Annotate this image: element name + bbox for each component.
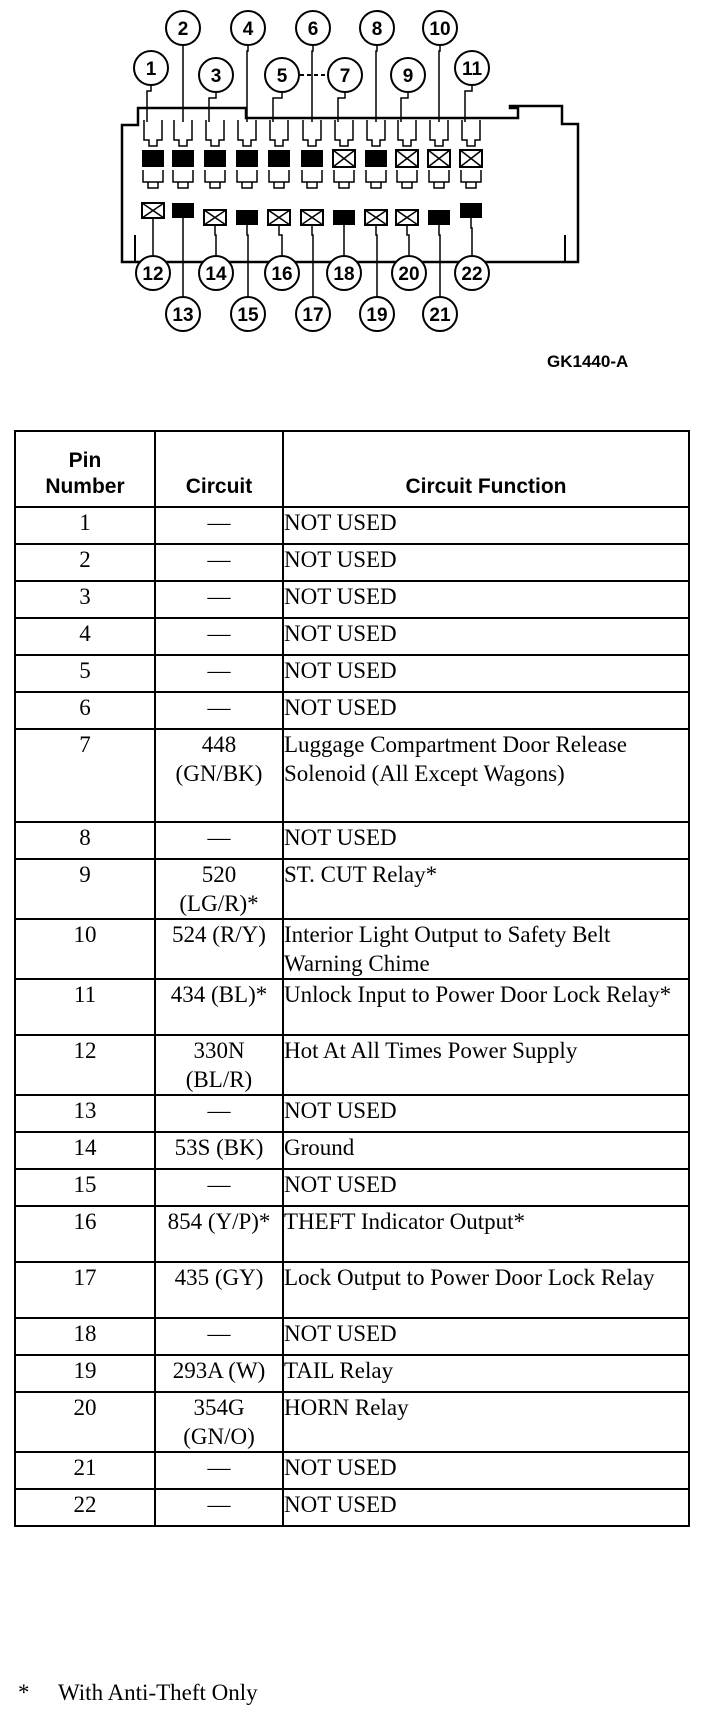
pin-cell: 3 (15, 581, 155, 618)
pin-cell: 11 (15, 979, 155, 1035)
function-cell: NOT USED (283, 692, 689, 729)
terminal-pin-21 (428, 210, 450, 225)
function-cell: Lock Output to Power Door Lock Relay (283, 1262, 689, 1318)
function-cell: Unlock Input to Power Door Lock Relay* (283, 979, 689, 1035)
footnote (18, 1680, 258, 1706)
function-cell: THEFT Indicator Output* (283, 1206, 689, 1262)
terminal-pin-5 (268, 150, 290, 167)
table-row (15, 822, 689, 859)
circuit-cell: 520 (LG/R)* (155, 859, 283, 919)
function-cell: Interior Light Output to Safety Belt Warning Chime (283, 919, 689, 979)
terminal-latch-top (206, 120, 224, 146)
circuit-cell: — (155, 507, 283, 544)
leader-line (376, 45, 377, 122)
table-row (15, 1169, 689, 1206)
pin-callout-1: 1 (145, 59, 157, 80)
header-pin-line1: Pin (68, 448, 102, 472)
pin-cell: 2 (15, 544, 155, 581)
pin-cell: 15 (15, 1169, 155, 1206)
terminal-pin-2 (172, 150, 194, 167)
pin-callout-13: 13 (172, 305, 194, 326)
terminal-latch (143, 170, 163, 188)
pin-cell: 8 (15, 822, 155, 859)
footnote-symbol: * (18, 1680, 30, 1705)
circuit-cell: — (155, 655, 283, 692)
leader-line (312, 45, 313, 122)
circuit-cell: 293A (W) (155, 1355, 283, 1392)
table-row (15, 1132, 689, 1169)
terminal-latch (397, 170, 417, 188)
function-cell: TAIL Relay (283, 1355, 689, 1392)
header-pin-line2: Number (45, 474, 125, 498)
pin-cell: 16 (15, 1206, 155, 1262)
terminal-pin-1 (142, 150, 164, 167)
leader-line (279, 225, 282, 256)
function-cell: NOT USED (283, 1318, 689, 1355)
pin-callout-4: 4 (242, 19, 254, 40)
pin-cell: 12 (15, 1035, 155, 1095)
circuit-cell: 854 (Y/P)* (155, 1206, 283, 1262)
circuit-cell: 354G (GN/O) (155, 1392, 283, 1452)
table-row (15, 1206, 689, 1262)
circuit-cell: 524 (R/Y) (155, 919, 283, 979)
circuit-cell: 434 (BL)* (155, 979, 283, 1035)
leader-line (215, 225, 216, 256)
circuit-cell: — (155, 1318, 283, 1355)
pin-table (14, 430, 690, 1527)
circuit-cell: 448 (GN/BK) (155, 729, 283, 822)
figure-code: GK1440-A (547, 352, 629, 371)
terminal-pin-22 (460, 203, 482, 218)
terminal-pin-15 (236, 210, 258, 225)
terminal-pin-18 (333, 210, 355, 225)
function-cell: NOT USED (283, 1095, 689, 1132)
function-cell: ST. CUT Relay* (283, 859, 689, 919)
table-row (15, 544, 689, 581)
pin-cell: 18 (15, 1318, 155, 1355)
terminal-pin-6 (301, 150, 323, 167)
pin-cell: 19 (15, 1355, 155, 1392)
circuit-cell: — (155, 544, 283, 581)
pin-callout-10: 10 (429, 19, 451, 40)
pin-callout-12: 12 (142, 264, 164, 285)
table-row (15, 729, 689, 822)
pin-callout-18: 18 (333, 264, 355, 285)
circuit-cell: 435 (GY) (155, 1262, 283, 1318)
table-row (15, 1355, 689, 1392)
pin-cell: 6 (15, 692, 155, 729)
table-row (15, 1392, 689, 1452)
table-row (15, 1262, 689, 1318)
function-cell: NOT USED (283, 655, 689, 692)
pin-cell: 20 (15, 1392, 155, 1452)
pin-callout-17: 17 (302, 305, 324, 326)
function-cell: NOT USED (283, 1169, 689, 1206)
terminal-latch-top (335, 120, 353, 146)
pin-cell: 14 (15, 1132, 155, 1169)
pin-callout-20: 20 (398, 264, 420, 285)
pin-cell: 21 (15, 1452, 155, 1489)
pin-cell: 10 (15, 919, 155, 979)
pin-callout-15: 15 (237, 305, 259, 326)
terminal-latch-top (144, 120, 162, 146)
table-row (15, 655, 689, 692)
terminal-latch-top (462, 120, 480, 146)
terminal-latch-top (367, 120, 385, 146)
terminal-latch (173, 170, 193, 188)
pin-callout-7: 7 (339, 66, 351, 87)
pin-callout-9: 9 (402, 66, 414, 87)
terminal-latch (205, 170, 225, 188)
leader-line (471, 218, 472, 256)
pin-cell: 1 (15, 507, 155, 544)
terminal-latch-top (270, 120, 288, 146)
pin-callout-21: 21 (429, 305, 451, 326)
circuit-cell: — (155, 1489, 283, 1526)
circuit-cell: — (155, 1169, 283, 1206)
circuit-cell: 53S (BK) (155, 1132, 283, 1169)
circuit-cell: — (155, 1095, 283, 1132)
function-cell: NOT USED (283, 1489, 689, 1526)
terminal-latch-top (238, 120, 256, 146)
leader-line (407, 225, 409, 256)
pin-cell: 17 (15, 1262, 155, 1318)
connector-housing (122, 106, 578, 262)
circuit-cell: — (155, 581, 283, 618)
function-cell: NOT USED (283, 544, 689, 581)
circuit-cell: 330N (BL/R) (155, 1035, 283, 1095)
header-circuit-function: Circuit Function (283, 431, 689, 507)
leader-line (247, 45, 248, 122)
table-row (15, 979, 689, 1035)
table-row (15, 859, 689, 919)
pin-callout-3: 3 (210, 66, 222, 87)
table-row (15, 1452, 689, 1489)
function-cell: NOT USED (283, 822, 689, 859)
table-row (15, 507, 689, 544)
terminal-latch (461, 170, 481, 188)
table-row (15, 581, 689, 618)
function-cell: NOT USED (283, 1452, 689, 1489)
pin-callout-19: 19 (366, 305, 388, 326)
function-cell: NOT USED (283, 507, 689, 544)
pin-cell: 4 (15, 618, 155, 655)
pin-callout-6: 6 (307, 19, 319, 40)
pin-cell: 7 (15, 729, 155, 822)
leader-line (147, 85, 151, 122)
pin-cell: 13 (15, 1095, 155, 1132)
table-row (15, 692, 689, 729)
function-cell: NOT USED (283, 581, 689, 618)
function-cell: Hot At All Times Power Supply (283, 1035, 689, 1095)
function-cell: HORN Relay (283, 1392, 689, 1452)
pin-callout-14: 14 (205, 264, 227, 285)
pin-callout-22: 22 (461, 264, 483, 285)
table-row (15, 1489, 689, 1526)
terminal-latch (366, 170, 386, 188)
header-pin-number (15, 431, 155, 507)
terminal-latch (269, 170, 289, 188)
pin-cell: 22 (15, 1489, 155, 1526)
table-row (15, 1318, 689, 1355)
table-row (15, 919, 689, 979)
connector-face-drawing (0, 0, 704, 390)
circuit-cell: — (155, 1452, 283, 1489)
pin-callout-11: 11 (461, 59, 483, 80)
function-cell: Luggage Compartment Door Release Solenoid (All Except Wagons) (283, 729, 689, 822)
terminal-latch (334, 170, 354, 188)
table-row (15, 618, 689, 655)
circuit-cell: — (155, 822, 283, 859)
pin-callout-5: 5 (276, 66, 288, 87)
table-row (15, 1035, 689, 1095)
pin-cell: 5 (15, 655, 155, 692)
circuit-cell: — (155, 618, 283, 655)
terminal-pin-13 (172, 203, 194, 218)
terminal-pin-8 (365, 150, 387, 167)
terminal-latch-top (430, 120, 448, 146)
pin-callout-8: 8 (371, 19, 383, 40)
terminal-latch-top (303, 120, 321, 146)
table-row (15, 1095, 689, 1132)
header-circuit: Circuit (155, 431, 283, 507)
terminal-latch-top (398, 120, 416, 146)
footnote-text: With Anti-Theft Only (58, 1680, 258, 1705)
terminal-latch (429, 170, 449, 188)
terminal-latch-top (174, 120, 192, 146)
connector-diagram (0, 0, 704, 390)
terminal-pin-3 (204, 150, 226, 167)
leader-line (439, 45, 440, 122)
pin-callout-2: 2 (177, 19, 189, 40)
pin-callout-16: 16 (271, 264, 293, 285)
terminal-pin-4 (236, 150, 258, 167)
terminal-latch (302, 170, 322, 188)
circuit-cell: — (155, 692, 283, 729)
function-cell: Ground (283, 1132, 689, 1169)
pin-cell: 9 (15, 859, 155, 919)
function-cell: NOT USED (283, 618, 689, 655)
terminal-latch (237, 170, 257, 188)
leader-line (465, 85, 472, 122)
table-header-row (15, 431, 689, 507)
